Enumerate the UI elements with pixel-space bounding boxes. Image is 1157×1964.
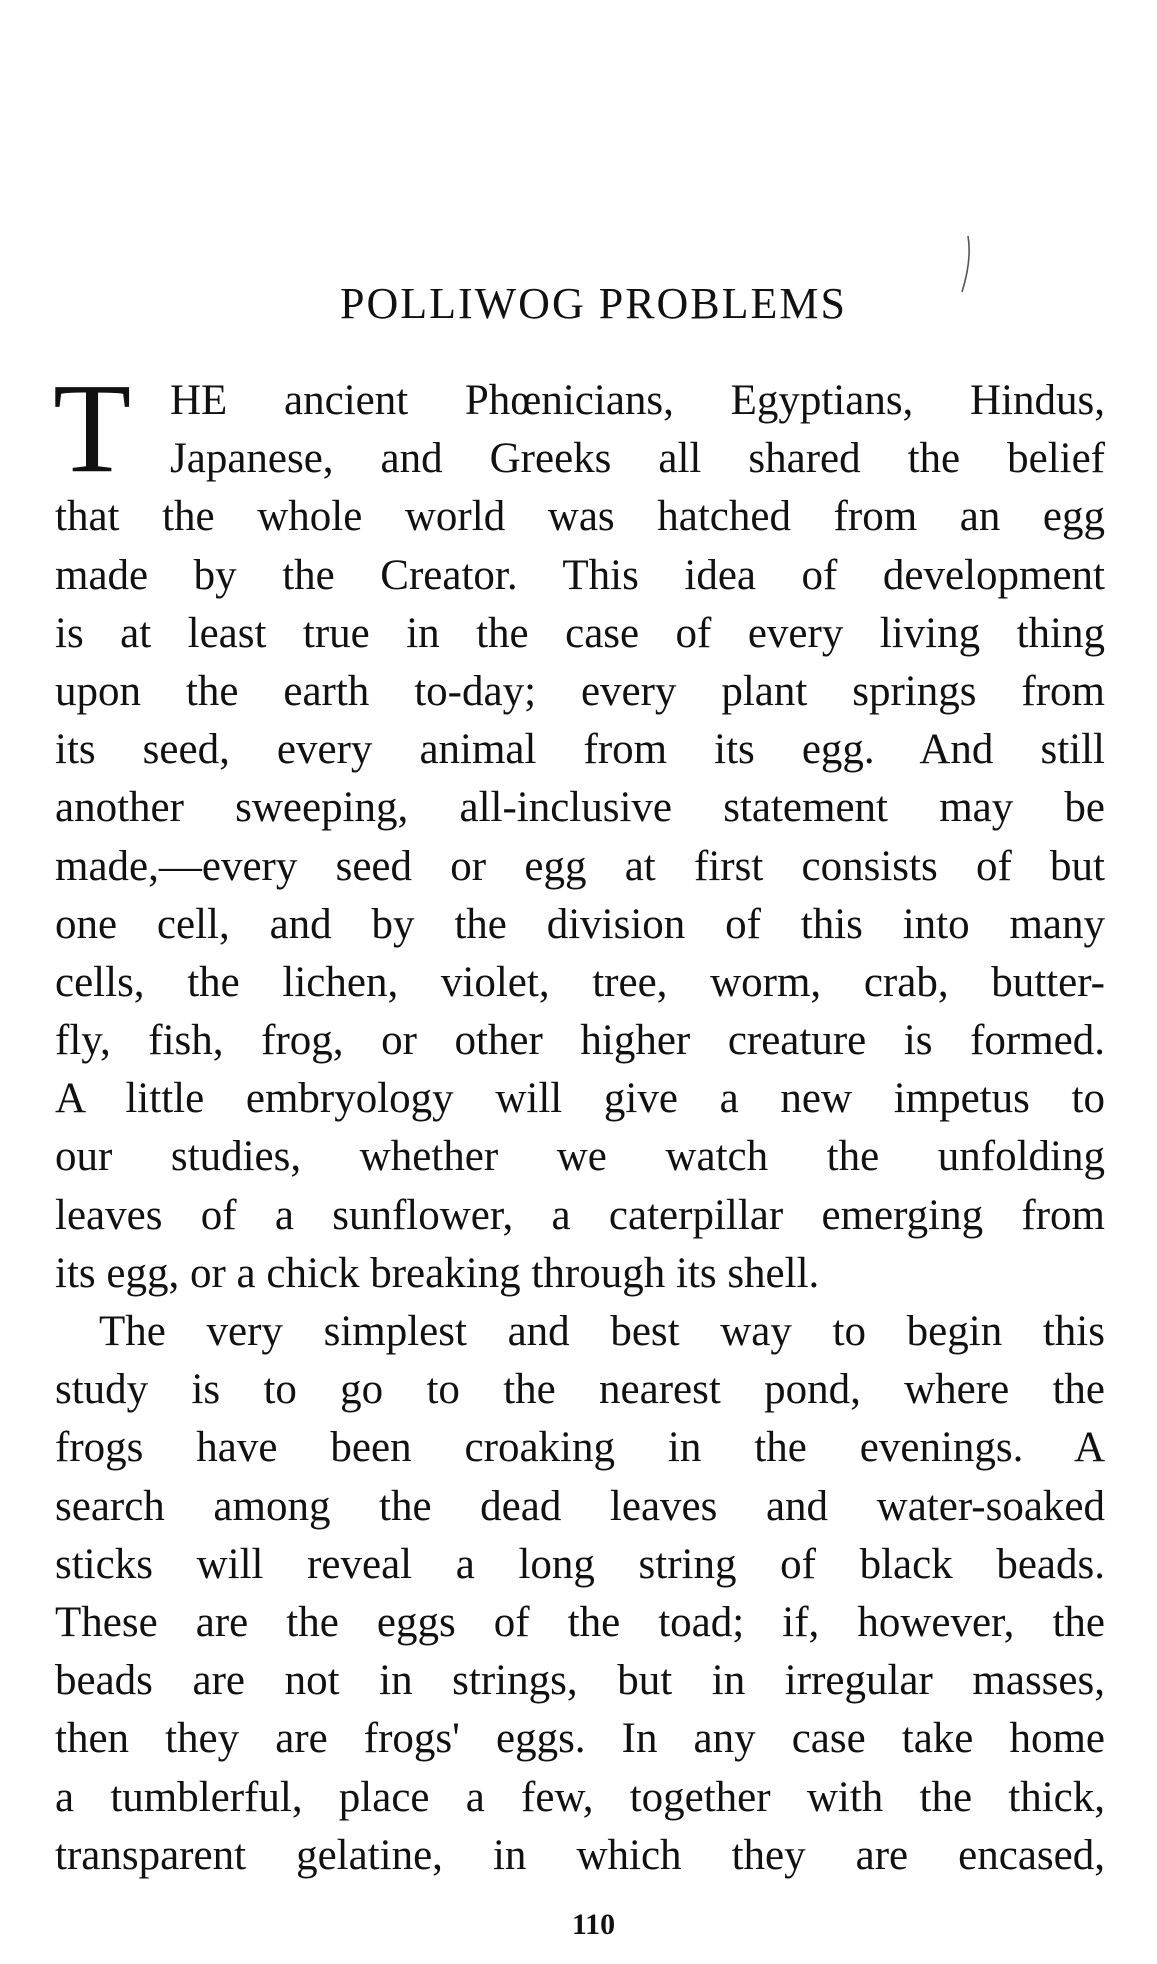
text-line: frogs have been croaking in the evenings. A — [55, 1424, 1105, 1472]
text-line: sticks will reveal a long string of black beads. — [55, 1540, 1105, 1588]
text-line: made by the Creator. This idea of development — [55, 551, 1105, 599]
text-line: beads are not in strings, but in irregular masses, — [55, 1657, 1105, 1705]
text-line: one cell, and by the division of this into many — [55, 900, 1105, 948]
text-line: search among the dead leaves and water-soaked — [55, 1482, 1105, 1530]
text-line: another sweeping, all-inclusive statement may be — [55, 784, 1105, 832]
text-line: Japanese, and Greeks all shared the belief — [170, 435, 1105, 483]
text-line: a tumblerful, place a few, together with the thick, — [55, 1773, 1105, 1821]
text-line: upon the earth to-day; every plant springs from — [55, 667, 1105, 715]
text-line: its egg, or a chick breaking through its shell. — [55, 1249, 820, 1297]
text-line: is at least true in the case of every living thing — [55, 609, 1105, 657]
text-line: transparent gelatine, in which they are encased, — [55, 1831, 1105, 1879]
text-line: made,—every seed or egg at first consists of but — [55, 842, 1105, 890]
drop-cap: T — [53, 357, 132, 499]
text-line: A little embryology will give a new impetus to — [55, 1075, 1105, 1123]
text-line: our studies, whether we watch the unfolding — [55, 1133, 1105, 1181]
text-line: that the whole world was hatched from an egg — [55, 493, 1105, 541]
text-line: These are the eggs of the toad; if, however, the — [55, 1598, 1105, 1646]
text-line: cells, the lichen, violet, tree, worm, crab, butter- — [55, 958, 1105, 1006]
page-number: 110 — [571, 1908, 616, 1941]
text-line: fly, fish, frog, or other higher creature is formed. — [55, 1017, 1105, 1065]
text-line: then they are frogs' eggs. In any case take home — [55, 1715, 1105, 1763]
body-text — [53, 357, 1105, 1892]
text-line: study is to go to the nearest pond, where the — [55, 1366, 1105, 1414]
text-line: leaves of a sunflower, a caterpillar emerging from — [55, 1191, 1105, 1239]
text-line: The very simplest and best way to begin this — [99, 1308, 1105, 1355]
text-line: its seed, every animal from its egg. And still — [55, 726, 1105, 774]
chapter-title: POLLIWOG PROBLEMS — [339, 279, 848, 328]
first-line-text: HE ancient Phœnicians, Egyptians, Hindus, — [170, 377, 1105, 424]
